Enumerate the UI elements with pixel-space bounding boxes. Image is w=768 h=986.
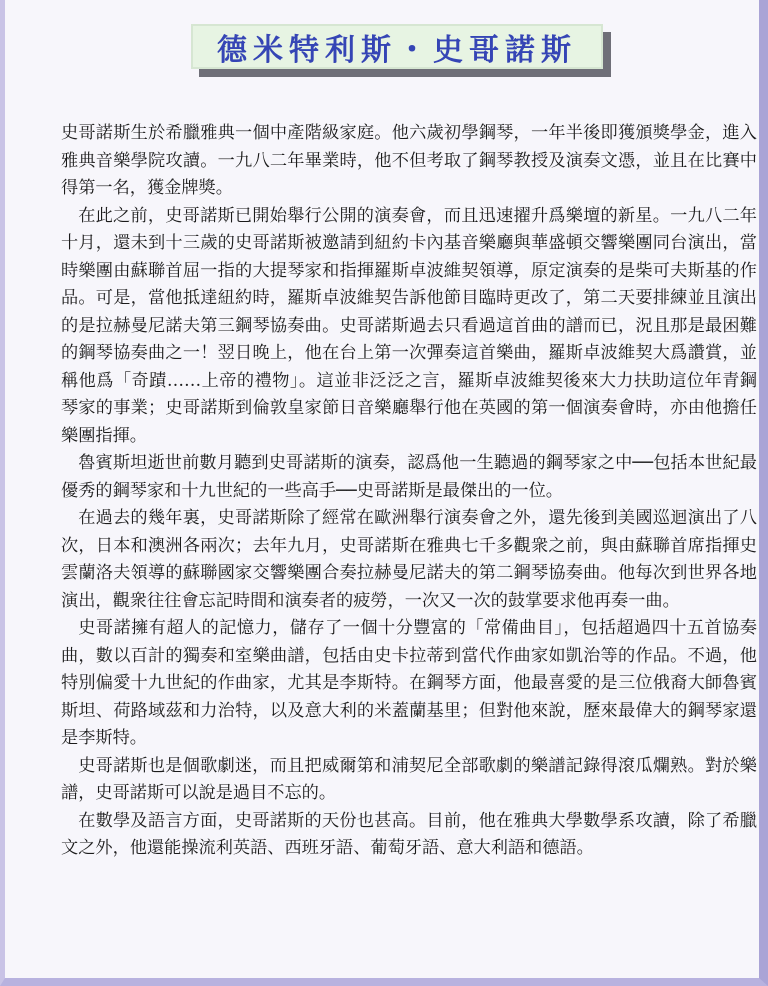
article-body [61, 120, 757, 863]
paragraph-6: 史哥諾斯也是個歌劇迷，而且把威爾第和浦契尼全部歌劇的樂譜記錄得滾瓜爛熟。對於樂譜，史哥諾斯可以說是過目不忘的。 [61, 755, 757, 803]
paragraph-7: 在數學及語言方面，史哥諾斯的天份也甚高。目前，他在雅典大學數學系攻讀，除了希臘文之外，他還能操流利英語、西班牙語、葡萄牙語、意大利語和德語。 [61, 810, 757, 858]
paragraph-3: 魯賓斯坦逝世前數月聽到史哥諾斯的演奏，認爲他一生聽過的鋼琴家之中──包括本世紀最優秀的鋼琴家和十九世紀的一些高手──史哥諾斯是最傑出的一位。 [61, 453, 757, 501]
paragraph-1: 史哥諾斯生於希臘雅典一個中產階級家庭。他六歲初學鋼琴，一年半後即獲頒獎學金，進入雅典音樂學院攻讀。一九八二年畢業時，他不但考取了鋼琴教授及演奏文憑，並且在比賽中得第一名，獲金牌獎。 [61, 123, 757, 198]
paragraph-4: 在過去的幾年裏，史哥諾斯除了經常在歐洲舉行演奏會之外，還先後到美國巡迴演出了八次，日本和澳洲各兩次；去年九月，史哥諾斯在雅典七千多觀衆之前，與由蘇聯首席指揮史雲蘭洛夫領導的蘇聯國家交響樂團合奏拉赫曼尼諾夫的第二鋼琴協奏曲。他每次到世界各地演出，觀衆往往會忘記時間和演奏者的疲勞，一次又一次的鼓掌要求他再奏一曲。 [61, 508, 757, 611]
page-title: 德米特利斯・史哥諾斯 [217, 32, 577, 68]
paragraph-5: 史哥諾擁有超人的記憶力，儲存了一個十分豐富的「常備曲目」，包括超過四十五首協奏曲，數以百計的獨奏和室樂曲譜，包括由史卡拉蒂到當代作曲家如凱治等的作品。不過，他特別偏愛十九世紀的作曲家，尤其是李斯特。在鋼琴方面，他最喜愛的是三位俄裔大師魯賓斯坦、荷路域茲和力治特，以及意大利的米蓋蘭基里；但對他來說，歷來最偉大的鋼琴家還是李斯特。 [61, 618, 757, 748]
paragraph-2: 在此之前，史哥諾斯已開始舉行公開的演奏會，而且迅速擢升爲樂壇的新星。一九八二年十月，還未到十三歲的史哥諾斯被邀請到紐約卡內基音樂廳與華盛頓交響樂團同台演出，當時樂團由蘇聯首屈一指的大提琴家和指揮羅斯卓波維契領導，原定演奏的是柴可夫斯基的作品。可是，當他抵達紐約時，羅斯卓波維契告訴他節目臨時更改了，第二天要排練並且演出的是拉赫曼尼諾夫第三鋼琴協奏曲。史哥諾斯過去只看過這首曲的譜而已，況且那是最困難的鋼琴協奏曲之一！翌日晚上，他在台上第一次彈奏這首樂曲，羅斯卓波維契大爲讚賞，並稱他爲「奇蹟……上帝的禮物」。這並非泛泛之言，羅斯卓波維契後來大力扶助這位年青鋼琴家的事業；史哥諾斯到倫敦皇家節日音樂廳舉行他在英國的第一個演奏會時，亦由他擔任樂團指揮。 [61, 205, 757, 446]
title-banner [191, 24, 603, 69]
